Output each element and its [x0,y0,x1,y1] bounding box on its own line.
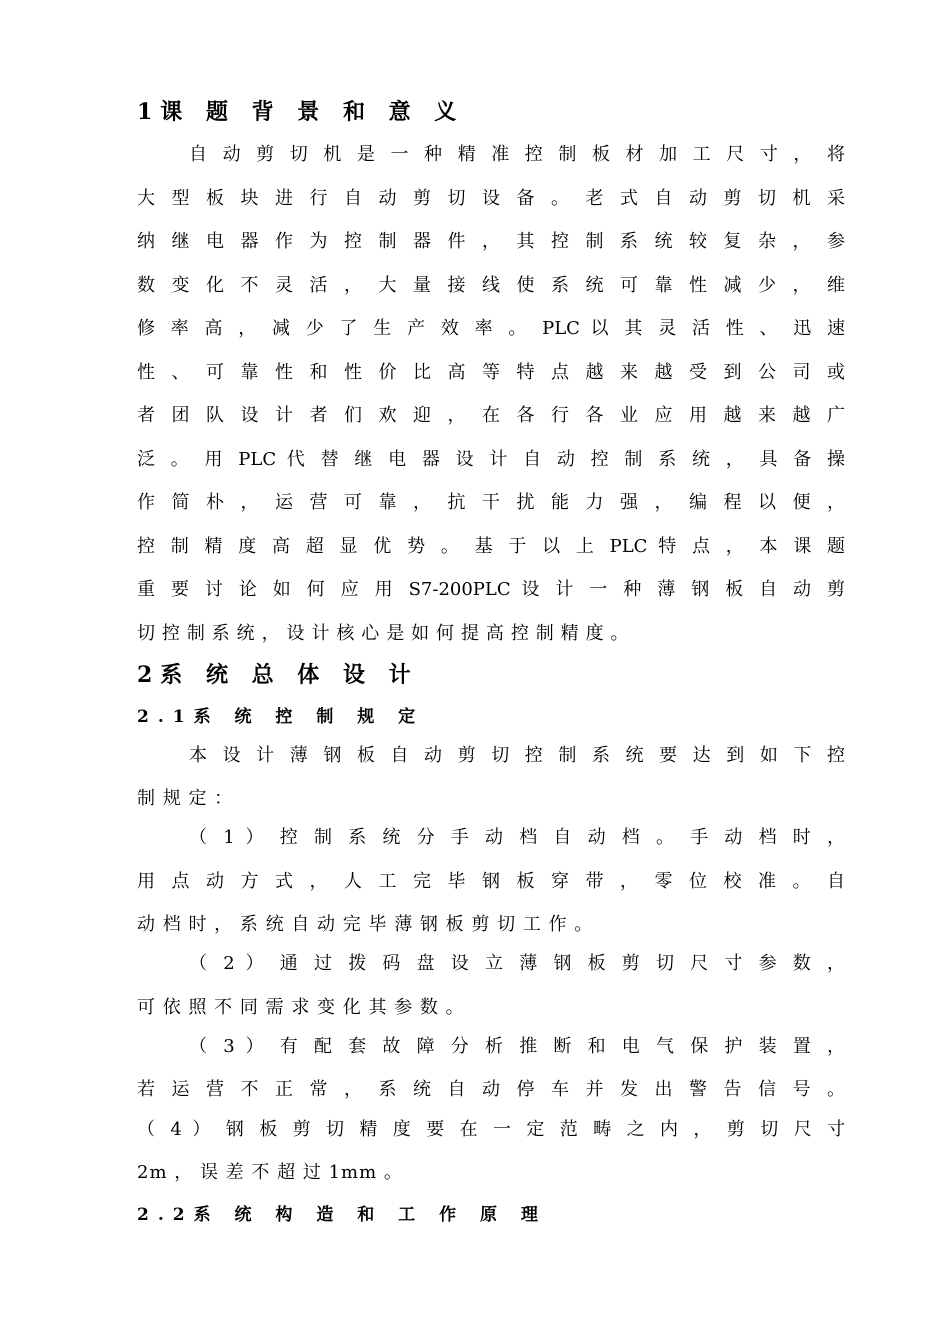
list-item: 可 依 照 不 同 需 求 变 化 其 参 数 。 [137,997,465,1018]
paragraph-line: 泛 。 用 PLC 代 替 继 电 器 设 计 自 动 控 制 系 统 ， 具 备 操 [137,449,845,470]
section-2-2-heading: 2.2系 统 构 造 和 工 作 原 理 [137,1205,547,1225]
paragraph-line: 本 设 计 薄 钢 板 自 动 剪 切 控 制 系 统 要 达 到 如 下 控 [189,745,845,766]
section-2-1-heading: 2.1系 统 控 制 规 定 [137,707,425,727]
paragraph-line: 者 团 队 设 计 者 们 欢 迎 ， 在 各 行 各 业 应 用 越 来 越 广 [137,405,845,426]
section-2-heading: 2系 统 总 体 设 计 [137,662,419,688]
list-item: （ 3 ） 有 配 套 故 障 分 析 推 断 和 电 气 保 护 装 置 ， [189,1036,845,1057]
paragraph-line: 制 规 定 ： [137,788,234,809]
section-1-heading: 1课 题 背 景 和 意 义 [137,99,465,125]
paragraph-line: 控 制 精 度 高 超 显 优 势 。 基 于 以 上 PLC 特 点 ， 本 课 题 [137,536,845,557]
paragraph-line: 性 、 可 靠 性 和 性 价 比 高 等 特 点 越 来 越 受 到 公 司 或 [137,362,845,383]
paragraph-line: 数 变 化 不 灵 活 ， 大 量 接 线 使 系 统 可 靠 性 减 少 ， 维 [137,275,845,296]
paragraph-line: 切 控 制 系 统 ， 设 计 核 心 是 如 何 提 高 控 制 精 度 。 [137,623,630,644]
list-item: 用 点 动 方 式 ， 人 工 完 毕 钢 板 穿 带 ， 零 位 校 准 。 自 [137,871,845,892]
list-item: （ 1 ） 控 制 系 统 分 手 动 档 自 动 档 。 手 动 档 时 ， [189,827,845,848]
paragraph-line: 重 要 讨 论 如 何 应 用 S7-200PLC 设 计 一 种 薄 钢 板 自 动 剪 [137,579,846,600]
paragraph-line: 纳 继 电 器 作 为 控 制 器 件 ， 其 控 制 系 统 较 复 杂 ， 参 [137,231,845,252]
paragraph-line: 大 型 板 块 进 行 自 动 剪 切 设 备 。 老 式 自 动 剪 切 机 采 [137,188,845,209]
list-item: 动 档 时 ， 系 统 自 动 完 毕 薄 钢 板 剪 切 工 作 。 [137,914,594,935]
list-item: （ 4 ） 钢 板 剪 切 精 度 要 在 一 定 范 畴 之 内 ， 剪 切 尺 寸 [137,1119,845,1140]
list-item: （ 2 ） 通 过 拨 码 盘 设 立 薄 钢 板 剪 切 尺 寸 参 数 ， [189,953,845,974]
paragraph-line: 自 动 剪 切 机 是 一 种 精 准 控 制 板 材 加 工 尺 寸 ， 将 [189,144,845,165]
list-item: 2m ， 误 差 不 超 过 1mm 。 [137,1162,403,1183]
list-item: 若 运 营 不 正 常 ， 系 统 自 动 停 车 并 发 出 警 告 信 号 。 [137,1079,845,1100]
paragraph-line: 作 简 朴 ， 运 营 可 靠 ， 抗 干 扰 能 力 强 ， 编 程 以 便 ， [137,492,845,513]
paragraph-line: 修 率 高 ， 减 少 了 生 产 效 率 。 PLC 以 其 灵 活 性 、 迅 速 [137,318,845,339]
